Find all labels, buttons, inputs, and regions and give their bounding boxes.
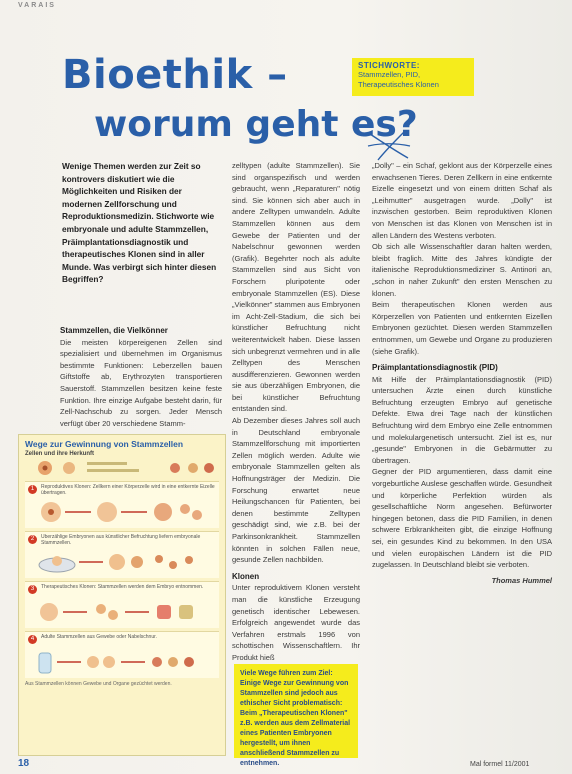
- article-lead: Wenige Themen werden zur Zeit so kontrovers diskutiert wie die Möglichkeiten und Risiken der modernen Zellforschung und Reproduktionsmedizin. Stichworte wie embryonale und adulte Stammzellen, Präimplantationsdiagnostik und therapeutisches Klonen sind in aller Munde. Was verbirgt sich hinter diesen Begriffen?: [62, 161, 217, 285]
- cell-types-illustration: [25, 458, 219, 478]
- callout-box: Viele Wege führen zum Ziel: Einige Wege zur Gewinnung von Stammzellen sind jedoch aus ethischer Sicht problematisch: Beim „Therapeutischen Klonen" z.B. werden aus dem Zellmaterial eines Patienten Embryonen hergestellt, um ihnen anschließend Stammzellen zu entnehmen.: [234, 664, 358, 758]
- step-caption: Überzählige Embryonen aus künstlicher Befruchtung liefern embryonale Stammzellen.: [41, 534, 201, 546]
- therapeutic-cloning-diagram: [33, 597, 213, 627]
- issue-footer: Mal formel 11/2001: [470, 761, 530, 768]
- keywords-line2: Therapeutisches Klonen: [358, 80, 439, 89]
- handwritten-x-mark: [366, 130, 412, 162]
- step-number: 2: [28, 535, 37, 544]
- step-caption: Reproduktives Klonen: Zellkern einer Körperzelle wird in eine entkernte Eizelle übertragen.: [41, 484, 215, 496]
- running-head: VARAIS: [18, 2, 56, 9]
- embryo-diagram: [33, 547, 213, 577]
- figure-step-3: [25, 581, 219, 628]
- column-1: [60, 320, 222, 429]
- step-number: 3: [28, 585, 37, 594]
- paragraph: zelltypen (adulte Stammzellen). Sie sind organspezifisch und werden gebraucht, wenn „Reparaturen" nötig sind. Sie können sich aber auch in andere Zelltypen umwandeln. Adulte Stammzellen können aus dem Gewebe der Patienten und der Nabelschnur gewonnen werden (Grafik). Begehrter noch als adulte Stammzellen sind aus Sicht von Forschern pluripotente oder embryonale Stammzellen (ES). Diese „Vielkönner" stammen aus Embryonen im Acht-Zell-Stadium, die sich bei künstlicher Befruchtung nicht weiterentwickelt haben. Diese lassen sich unbegrenzt vermehren und in alle Zelltypen des Menschen ausdifferenzieren. Gewonnen werden sie aus überzähligen Embryonen, die bei künstlicher Befruchtung entstanden sind.: [232, 161, 361, 414]
- figure-note: Aus Stammzellen können Gewebe und Organe gezüchtet werden.: [25, 681, 172, 687]
- figure-step-2: [25, 531, 219, 578]
- figure-subtitle: Zellen und ihre Herkunft: [25, 451, 95, 457]
- paragraph: Unter reproduktivem Klonen versteht man die künstliche Erzeugung genetisch identischer Lebewesen. Erfolgreich angewendet wurde das Verfahren erstmals 1996 von schottischen Wissenschaftlern. Ihr Produkt hieß: [232, 583, 360, 662]
- step-caption: Therapeutisches Klonen: Stammzellen werden dem Embryo entnommen.: [41, 584, 204, 590]
- step-caption: Adulte Stammzellen aus Gewebe oder Nabelschnur.: [41, 634, 157, 640]
- paragraph: Mit Hilfe der Präimplantationsdiagnostik (PID) untersuchen Ärzte einen durch künstliche Befruchtung erzeugten Embryo auf genetische Defekte. Etwa drei Tage nach der künstlichen Befruchtung wird dem Embryo eine Zelle entnommen und molekulargenetisch untersucht. Ziel ist es, nur „gesunde" Embryonen in die Gebärmutter zu übertragen.: [372, 374, 552, 465]
- paragraph: Gegner der PID argumentieren, dass damit eine vorgeburtliche Auslese geschaffen würde. Gesundheit und körperliche Perfektion würden als gesellschaftliche Norm angesehen. Befürworter hingegen betonen, dass die PID Familien, in denen schwere Erbkrankheiten gibt, die einzige Hoffnung sei, ein gesundes Kind zu bekommen. In den USA und vielen europäischen Ländern ist die PID zugelassen. In Deutschland bleibt sie verboten.: [372, 467, 552, 570]
- section-heading-pid: Präimplantationsdiagnostik (PID): [372, 363, 498, 373]
- paragraph: „Dolly" – ein Schaf, geklont aus der Körperzelle eines erwachsenen Tieres. Deren Zellkern in eine entkernte Eizelle eingesetzt und von einem dritten Schaf als „Leihmutter" ausgetragen wurde. „Dolly" ist inzwischen gestorben. Beim reproduktiven Klonen von Menschen ist das Klonen von Menschen ist in allen Ländern des Westens verboten.: [372, 161, 552, 240]
- article-title-line1: Bioethik –: [62, 52, 288, 98]
- step-number: 4: [28, 635, 37, 644]
- section-heading-stammzellen: Stammzellen, die Vielkönner: [60, 326, 168, 335]
- figure-step-4: [25, 631, 219, 678]
- paragraph: Ob sich alle Wissenschaftler daran halten werden, bleibt fraglich. Mitte des Jahres kündigte der italienische Reproduktionsmediziner S. Antinori an, „schon in naher Zukunft" den ersten Menschen zu klonen.: [372, 242, 552, 298]
- author-byline: Thomas Hummel: [491, 575, 552, 585]
- paragraph: Ab Dezember dieses Jahres soll auch in Deutschland embryonale Stammzellforschung mit importierten Zellen möglich werden. Adulte wie embryonale Stammzellen gelten als Hoffnungsträger der Medizin. Die Forschung erwartet neue Heilungschancen für Patienten, bei denen bestimmte Zelltypen geschädigt sind, wie z.B. bei der Parkinsonkrankheit. Stammzellen könnten in solchen Fällen neue, gesunde Zellen nachbilden.: [232, 416, 360, 565]
- paragraph: Beim therapeutischen Klonen werden aus Körperzellen von Patienten und entkernten Eizellen Embryonen gezüchtet. Diesen werden Stammzellen entnommen, um Gewebe und Organe zu produzieren (siehe Grafik).: [372, 300, 552, 356]
- page-number: 18: [18, 758, 30, 769]
- paragraph: Die meisten körpereigenen Zellen sind spezialisiert und übernehmen im Organismus bestimmte Funktionen: Leberzellen bauen Giftstoffe ab, Erythrozyten transportieren Sauerstoff. Stammzellen besitzen keine feste Funktion. Ihre einzige Aufgabe besteht darin, für Zell-Nachschub zu sorgen. Jeder Mensch verfügt über 20 verschiedene Stamm-: [60, 337, 222, 428]
- adult-stem-cell-diagram: [33, 647, 213, 677]
- figure-intro: [25, 458, 219, 478]
- keywords-heading: STICHWORTE:: [358, 61, 420, 70]
- article-title-line2: worum geht es?: [94, 104, 418, 145]
- figure-title: Wege zur Gewinnung von Stammzellen: [25, 439, 184, 449]
- stem-cell-infographic: [18, 434, 226, 756]
- figure-step-1: [25, 481, 219, 528]
- keywords-line1: Stammzellen, PID,: [358, 70, 421, 79]
- column-2: [232, 160, 360, 664]
- section-heading-klonen: Klonen: [232, 571, 260, 581]
- step-number: 1: [28, 485, 37, 494]
- keywords-box: [352, 58, 474, 96]
- cloning-diagram: [33, 497, 213, 527]
- column-3: [372, 160, 552, 586]
